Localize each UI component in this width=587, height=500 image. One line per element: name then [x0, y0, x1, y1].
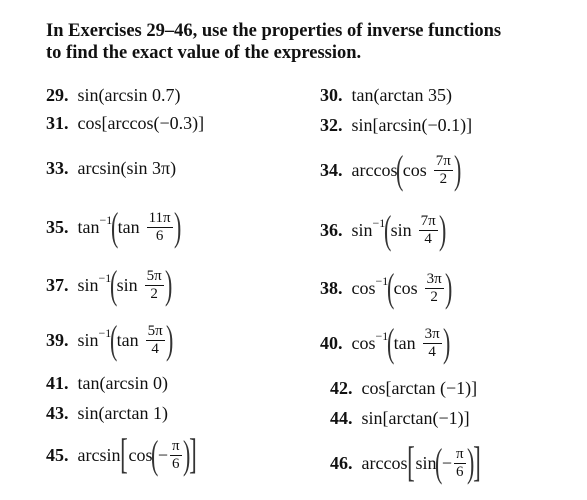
outer-function: arccos	[361, 452, 408, 473]
outer-function: sin	[351, 219, 373, 240]
exercise-number: 32.	[320, 114, 343, 135]
exercise-expression: sin[arctan(−1)]	[361, 407, 470, 428]
left-paren: (	[387, 320, 395, 365]
exercise-number: 31.	[46, 112, 69, 133]
fraction	[147, 211, 173, 244]
right-paren: )	[442, 320, 451, 365]
exercise-44	[330, 403, 470, 433]
outer-function: cos	[351, 277, 376, 298]
exercise-34	[320, 147, 462, 192]
denominator: 4	[151, 340, 159, 357]
negative-sign: −	[441, 452, 452, 473]
exercise-number: 44.	[330, 407, 353, 428]
exercise-number: 29.	[46, 84, 69, 105]
exercise-number: 35.	[46, 216, 69, 237]
left-paren: (	[387, 265, 395, 310]
numerator: π	[171, 437, 180, 454]
left-paren: (	[151, 432, 159, 477]
denominator: 6	[172, 455, 180, 472]
left-bracket: [	[120, 432, 129, 478]
right-paren: )	[453, 147, 462, 192]
inverse-superscript: −1	[98, 325, 112, 340]
denominator: 6	[155, 227, 164, 244]
exercise-number: 43.	[46, 402, 69, 423]
instructions-line-2: to find the exact value of the expression.	[46, 43, 362, 63]
left-paren: (	[384, 207, 392, 252]
exercise-expression: tan(arcsin 0)	[77, 372, 168, 393]
exercise-number: 36.	[320, 219, 343, 240]
exercise-number: 41.	[46, 372, 69, 393]
exercise-37	[46, 262, 173, 307]
right-paren: )	[164, 262, 173, 307]
fraction	[170, 439, 182, 472]
inverse-superscript: −1	[372, 215, 386, 230]
exercise-expression: cos[arccos(−0.3)]	[77, 112, 205, 133]
exercise-expression	[362, 442, 481, 484]
denominator: 4	[424, 230, 432, 247]
fraction	[146, 324, 165, 357]
right-paren: )	[438, 207, 447, 252]
numerator: 11π	[148, 209, 171, 226]
numerator: 5π	[147, 322, 163, 339]
outer-function: sin	[77, 274, 99, 295]
fraction	[434, 154, 453, 187]
inner-function: tan	[117, 216, 140, 237]
right-paren: )	[444, 265, 453, 310]
exercise-30	[320, 80, 452, 110]
outer-function: sin	[77, 329, 99, 350]
inner-function: sin	[415, 452, 437, 473]
right-paren: )	[466, 440, 474, 485]
exercise-expression	[78, 434, 197, 476]
exercise-instructions	[46, 20, 566, 64]
exercise-number: 37.	[46, 274, 69, 295]
exercise-number: 40.	[320, 332, 343, 353]
exercise-number: 33.	[46, 157, 69, 178]
exercise-number: 45.	[46, 444, 69, 465]
inner-function: sin	[116, 274, 138, 295]
exercise-expression	[351, 147, 462, 192]
exercise-expression: cos[arctan (−1)]	[361, 377, 478, 398]
exercise-number: 42.	[330, 377, 353, 398]
exercise-33	[46, 153, 176, 183]
exercise-number: 46.	[330, 452, 353, 473]
fraction	[423, 327, 442, 360]
exercise-expression: tan(arctan 35)	[351, 84, 452, 105]
numerator: 7π	[435, 152, 451, 169]
left-bracket: [	[407, 440, 416, 486]
denominator: 2	[439, 170, 448, 187]
inner-function: tan	[393, 332, 416, 353]
right-paren: )	[165, 317, 174, 362]
denominator: 2	[430, 288, 438, 305]
numerator: 7π	[420, 212, 436, 229]
fraction	[145, 269, 164, 302]
inner-function: cos	[393, 277, 418, 298]
exercise-number: 30.	[320, 84, 343, 105]
left-paren: (	[396, 147, 404, 192]
exercise-expression	[77, 317, 174, 362]
left-paren: (	[110, 262, 118, 307]
exercise-expression: sin(arcsin 0.7)	[77, 84, 181, 105]
numerator: 3π	[426, 270, 442, 287]
exercise-number: 38.	[320, 277, 343, 298]
exercise-number: 34.	[320, 159, 343, 180]
right-bracket: ]	[473, 440, 481, 486]
exercise-43	[46, 398, 168, 428]
exercise-expression	[77, 262, 173, 307]
exercise-expression	[351, 207, 447, 252]
denominator: 2	[150, 285, 158, 302]
inverse-superscript: −1	[98, 270, 112, 285]
exercise-36	[320, 207, 447, 252]
numerator: π	[455, 445, 464, 462]
instructions-line-1: In Exercises 29–46, use the properties of inverse functions	[46, 21, 502, 41]
exercise-41	[46, 368, 168, 398]
exercise-29	[46, 80, 180, 110]
exercise-expression	[351, 265, 453, 310]
exercise-40	[320, 320, 451, 365]
fraction	[419, 214, 438, 247]
outer-function: arccos	[351, 159, 398, 180]
inner-function: sin	[390, 219, 412, 240]
outer-function: arcsin	[77, 444, 121, 465]
right-bracket: ]	[189, 432, 197, 478]
numerator: 5π	[146, 267, 162, 284]
exercise-38	[320, 265, 453, 310]
numerator: 3π	[424, 325, 440, 342]
exercise-expression	[351, 320, 451, 365]
exercise-expression: sin(arctan 1)	[77, 402, 168, 423]
inner-function: tan	[116, 329, 139, 350]
inverse-superscript: −1	[375, 273, 389, 288]
exercise-number: 39.	[46, 329, 69, 350]
fraction	[425, 272, 444, 305]
exercise-expression	[77, 204, 181, 249]
left-paren: (	[435, 440, 443, 485]
exercise-46	[330, 440, 481, 486]
inverse-superscript: −1	[99, 212, 113, 227]
outer-function: cos	[351, 332, 376, 353]
left-paren: (	[111, 204, 119, 249]
inverse-superscript: −1	[375, 328, 389, 343]
exercise-32	[320, 110, 472, 140]
exercise-42	[330, 373, 477, 403]
inner-function: cos	[402, 159, 427, 180]
outer-function: tan	[77, 216, 100, 237]
inner-function: cos	[128, 444, 153, 465]
right-paren: )	[182, 432, 190, 477]
exercise-39	[46, 317, 174, 362]
exercise-31	[46, 108, 204, 138]
right-paren: )	[173, 204, 181, 249]
negative-sign: −	[157, 444, 168, 465]
exercise-expression: sin[arcsin(−0.1)]	[351, 114, 473, 135]
exercise-45	[46, 432, 197, 478]
fraction	[454, 447, 466, 480]
denominator: 4	[428, 343, 436, 360]
denominator: 6	[456, 463, 464, 480]
exercise-35	[46, 204, 181, 249]
exercise-expression: arcsin(sin 3π)	[77, 157, 177, 178]
left-paren: (	[110, 317, 118, 362]
